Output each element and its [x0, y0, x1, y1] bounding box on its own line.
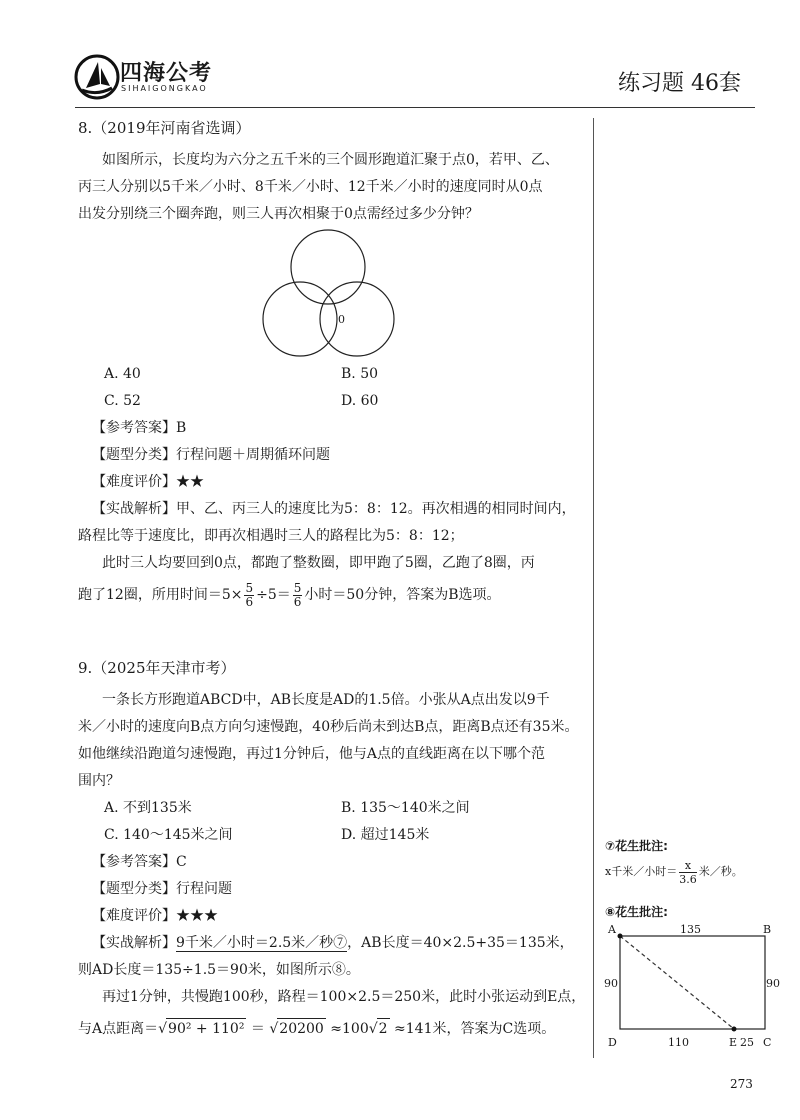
q9-line-2: 米／小时的速度向B点方向匀速慢跑，40秒后尚未到达B点，距离B点还有35米。 — [78, 719, 579, 735]
page-number: 273 — [730, 1077, 753, 1091]
q8-analysis-3: 此时三人均要回到0点，都跑了整数圈，即甲跑了5圈，乙跑了8圈，丙 — [102, 555, 535, 571]
q9-category: 【题型分类】行程问题 — [92, 881, 232, 897]
fraction: $\frac{5}{6}$ — [293, 580, 302, 609]
q9-analysis-2: 则AD长度＝135÷1.5＝90米，如图所示⑧。 — [78, 962, 360, 978]
brand-name: 四海公考 — [120, 61, 213, 86]
q8-analysis-1: 【实战解析】甲、乙、丙三人的速度比为5：8：12。再次相遇的相同时间内， — [92, 501, 576, 517]
note-7-body: x千米／小时＝ $\frac{x}{3.6}$ 米／秒。 — [605, 858, 743, 886]
side-de-label: 110 — [668, 1036, 689, 1049]
side-bc-label: 90 — [766, 977, 780, 990]
fraction: $\frac{x}{3.6}$ — [679, 858, 697, 886]
page-title: 练习题 46套 — [618, 71, 741, 96]
fraction: $\frac{5}{6}$ — [245, 580, 254, 609]
q9-option-d: D. 超过145米 — [341, 827, 430, 843]
header-divider — [75, 107, 755, 108]
point-a-label: A — [608, 923, 616, 936]
q8-answer: 【参考答案】B — [92, 420, 187, 436]
q9-line-4: 围内？ — [78, 773, 120, 789]
q8-category: 【题型分类】行程问题＋周期循环问题 — [92, 447, 330, 463]
q8-analysis-2: 路程比等于速度比，即再次相遇时三人的路程比为5：8：12； — [78, 528, 464, 544]
point-d-label: D — [608, 1036, 617, 1049]
q9-line-1: 一条长方形跑道ABCD中，AB长度是AD的1.5倍。小张从A点出发以9千 — [102, 692, 550, 708]
note-7-title: ⑦花生批注: — [605, 839, 668, 853]
margin-divider — [593, 118, 594, 1058]
side-ec-label: 25 — [740, 1036, 754, 1049]
q9-option-b: B. 135～140米之间 — [341, 800, 470, 816]
q9-option-c: C. 140～145米之间 — [104, 827, 233, 843]
q8-title: 8.（2019年河南省选调） — [78, 119, 251, 137]
q8-line-1: 如图所示，长度均为六分之五千米的三个圆形跑道汇聚于点0，若甲、乙、 — [102, 152, 559, 168]
q9-analysis-4: 与A点距离＝√90² + 110² ＝ √20200 ≈100√2 ≈141米，答案为C选项。 — [78, 1018, 555, 1039]
q9-answer: 【参考答案】C — [92, 854, 187, 870]
q8-option-a: A. 40 — [104, 366, 141, 382]
q9-analysis-3: 再过1分钟，共慢跑100秒，路程＝100×2.5＝250米，此时小张运动到E点， — [102, 989, 586, 1005]
figure-point-label: 0 — [338, 313, 345, 326]
side-ad-label: 90 — [604, 977, 618, 990]
brand-logo-icon — [74, 54, 120, 100]
q8-difficulty: 【难度评价】★★ — [92, 474, 204, 490]
q8-analysis-4: 跑了12圈，所用时间＝5× $\frac{5}{6}$ ÷5＝ $\frac{5}{6}$ 小时＝50分钟，答案为B选项。 — [78, 580, 501, 609]
q9-title: 9.（2025年天津市考） — [78, 659, 236, 677]
brand-subtitle: SIHAIGONGKAO — [121, 84, 208, 93]
point-e-label: E — [729, 1036, 738, 1049]
q8-option-d: D. 60 — [341, 393, 379, 409]
side-ab-label: 135 — [680, 923, 701, 936]
note-8-title: ⑧花生批注: — [605, 905, 668, 919]
point-b-label: B — [763, 923, 772, 936]
q9-line-3: 如他继续沿跑道匀速慢跑，再过1分钟后，他与A点的直线距离在以下哪个范 — [78, 746, 546, 762]
annotated-text: 9千米／小时＝2.5米／秒⑦ — [176, 935, 348, 951]
q8-option-c: C. 52 — [104, 393, 141, 409]
q9-difficulty: 【难度评价】★★★ — [92, 908, 218, 924]
q8-line-2: 丙三人分别以5千米／小时、8千米／小时、12千米／小时的速度同时从0点 — [78, 179, 543, 195]
q8-option-b: B. 50 — [341, 366, 379, 382]
q8-line-3: 出发分别绕三个圈奔跑，则三人再次相聚于0点需经过多少分钟？ — [78, 206, 479, 222]
rectangle-track-diagram — [600, 920, 790, 1048]
q9-analysis-1: 【实战解析】9千米／小时＝2.5米／秒⑦，AB长度＝40×2.5+35＝135米， — [92, 935, 574, 951]
point-c-label: C — [763, 1036, 772, 1049]
q9-option-a: A. 不到135米 — [104, 800, 192, 816]
three-circles-figure — [250, 222, 410, 362]
